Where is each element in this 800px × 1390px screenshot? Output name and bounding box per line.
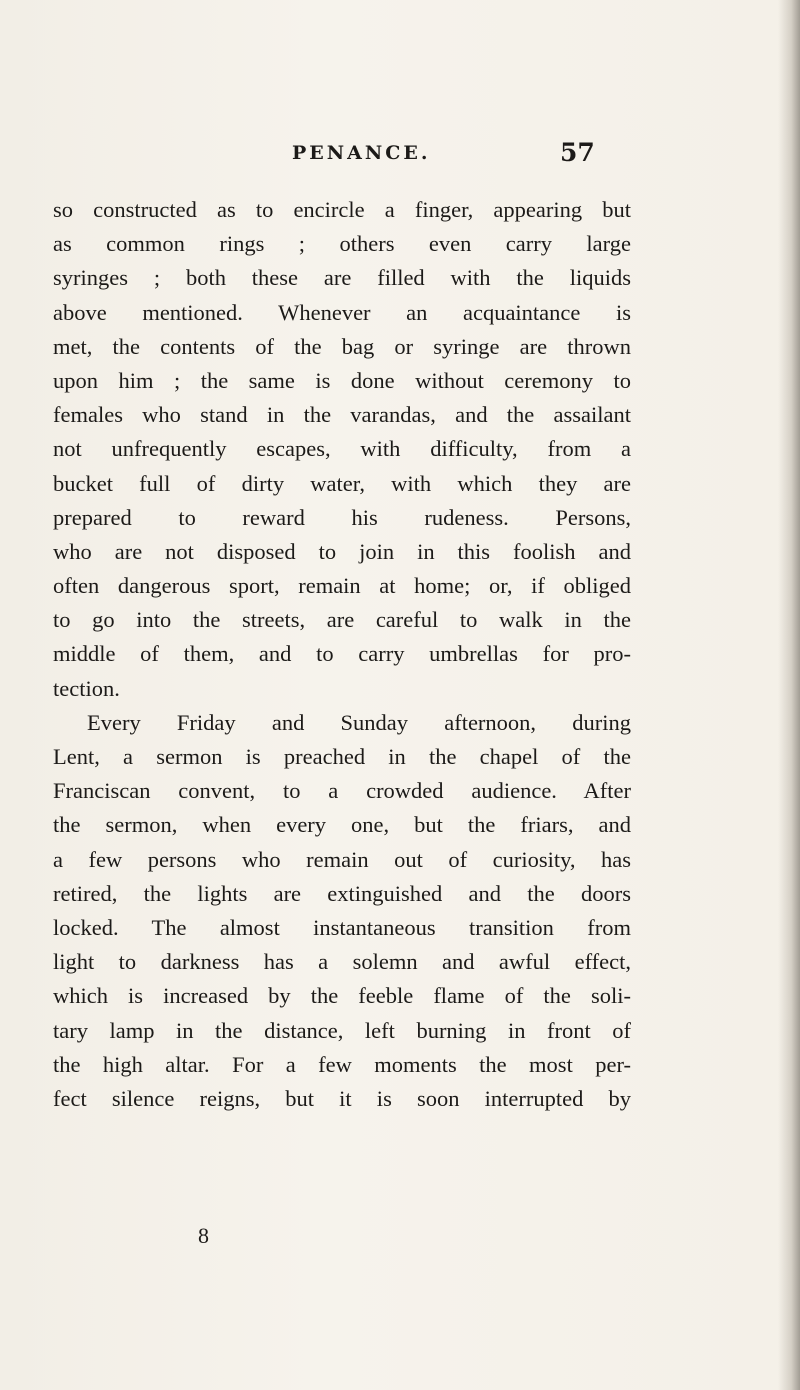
text-line: fect silence reigns, but it is soon interrupted by <box>53 1085 631 1111</box>
running-head <box>0 136 800 176</box>
text-line: as common rings ; others even carry large <box>53 231 631 257</box>
page-edge-shadow <box>778 0 800 1390</box>
text-line: syringes ; both these are filled with the liquids <box>53 265 631 291</box>
text-line: above mentioned. Whenever an acquaintance is <box>53 299 631 325</box>
text-line: prepared to reward his rudeness. Persons, <box>53 504 631 530</box>
text-line: not unfrequently escapes, with difficulty, from a <box>53 436 631 462</box>
text-line: Every Friday and Sunday afternoon, during <box>87 709 631 735</box>
text-line: locked. The almost instantaneous transition from <box>53 914 631 940</box>
text-line: the high altar. For a few moments the most per- <box>53 1051 631 1077</box>
text-line: a few persons who remain out of curiosity, has <box>53 846 631 872</box>
text-line: upon him ; the same is done without ceremony to <box>53 367 631 393</box>
running-title: PENANCE. <box>292 142 431 164</box>
signature-mark: 8 <box>198 1223 209 1248</box>
text-line: often dangerous sport, remain at home; or, if obliged <box>53 573 631 599</box>
text-line: which is increased by the feeble flame of the soli- <box>53 983 631 1009</box>
text-line: to go into the streets, are careful to walk in the <box>53 607 631 633</box>
page-number: 57 <box>560 138 595 167</box>
text-line: light to darkness has a solemn and awful effect, <box>53 949 631 975</box>
text-line: so constructed as to encircle a finger, appearing but <box>53 197 631 222</box>
text-line: middle of them, and to carry umbrellas for pro- <box>53 641 631 667</box>
body-text <box>53 193 631 1116</box>
text-line: tary lamp in the distance, left burning in front of <box>53 1017 631 1043</box>
text-line: bucket full of dirty water, with which they are <box>53 470 631 496</box>
text-line: females who stand in the varandas, and the assailant <box>53 402 631 428</box>
text-line: retired, the lights are extinguished and the doors <box>53 880 631 906</box>
text-line: met, the contents of the bag or syringe are thrown <box>53 333 631 359</box>
text-line: the sermon, when every one, but the friars, and <box>53 812 631 838</box>
text-line: Lent, a sermon is preached in the chapel of the <box>53 744 631 769</box>
text-line: Franciscan convent, to a crowded audience. After <box>53 778 631 804</box>
text-line: who are not disposed to join in this foolish and <box>53 538 631 564</box>
text-line: tection. <box>53 675 120 701</box>
